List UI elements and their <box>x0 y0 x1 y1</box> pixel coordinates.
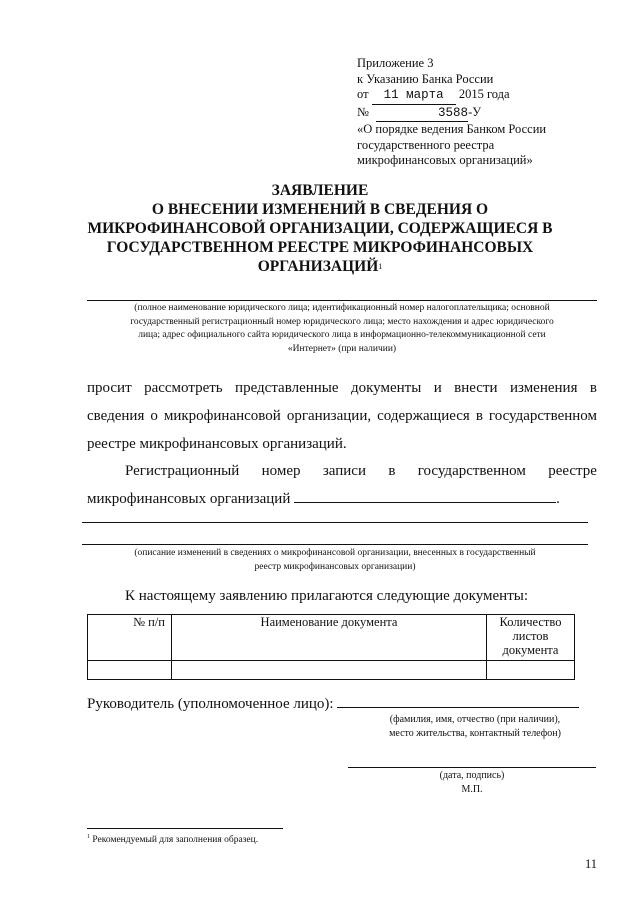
date-signature-line[interactable] <box>348 767 596 768</box>
request-line-1: просит рассмотреть представленные документы и внести изменения в <box>87 380 597 396</box>
applicant-name-line[interactable] <box>87 300 597 301</box>
date-suffix: 2015 года <box>458 87 510 101</box>
applicant-caption-4: «Интернет» (при наличии) <box>287 343 397 354</box>
header-number: № п/п <box>88 615 172 661</box>
number-suffix: -У <box>468 104 482 119</box>
seal-label: М.П. <box>461 783 483 795</box>
applicant-caption-1: (полное наименование юридического лица; идентификационный номер налогоплательщика; основной <box>134 303 550 313</box>
document-title <box>60 181 580 276</box>
head-name-field[interactable] <box>337 693 579 708</box>
date-caption: (дата, подпись) <box>439 770 505 781</box>
date-prefix: от <box>357 87 369 101</box>
registration-label: микрофинансовых организаций <box>87 491 291 507</box>
header-document-name: Наименование документа <box>172 615 487 661</box>
applicant-caption <box>87 302 597 356</box>
number-prefix: № <box>357 104 369 119</box>
signature-line <box>87 693 579 713</box>
appendix-reference <box>357 56 546 169</box>
cell-document-name[interactable] <box>172 661 487 680</box>
reg-word: Регистрационный <box>125 463 240 479</box>
footnote-separator <box>87 828 283 829</box>
date-value: 11 марта <box>372 88 456 105</box>
registration-number-field[interactable] <box>294 486 556 503</box>
title-footnote-mark: 1 <box>378 262 383 271</box>
reg-word: государственном <box>417 463 526 479</box>
reg-word: номер <box>261 463 301 479</box>
changes-line-2[interactable] <box>82 544 588 545</box>
appendix-title-1: «О порядке ведения Банком России <box>357 122 547 136</box>
documents-table <box>87 614 575 680</box>
registration-period: . <box>556 491 560 507</box>
reg-word: записи <box>322 463 366 479</box>
appendix-title-2: государственного реестра <box>357 137 495 152</box>
title-line-2: О ВНЕСЕНИИ ИЗМЕНЕНИЙ В СВЕДЕНИЯ О <box>151 201 489 218</box>
cell-page-count[interactable] <box>487 661 575 680</box>
appendix-date-line <box>357 87 546 105</box>
title-line-4: ГОСУДАРСТВЕННОМ РЕЕСТРЕ МИКРОФИНАНСОВЫХ <box>106 239 534 256</box>
title-line-5 <box>60 257 580 276</box>
request-paragraph <box>87 374 597 458</box>
table-row <box>88 661 575 680</box>
number-value: 3588 <box>376 106 468 123</box>
attachments-heading: К настоящему заявлению прилагаются следующие документы: <box>125 588 529 604</box>
registration-line-1 <box>87 457 597 485</box>
header-page-count: Количество листов документа <box>487 615 575 661</box>
appendix-number-line <box>357 105 546 123</box>
head-name-caption-2: место жительства, контактный телефон) <box>389 727 561 739</box>
table-header-row <box>88 615 575 661</box>
title-line-5-text: ОРГАНИЗАЦИЙ <box>257 258 379 275</box>
appendix-number: Приложение 3 <box>357 56 434 70</box>
date-signature-caption <box>348 769 596 796</box>
changes-caption <box>82 547 588 574</box>
footnote-text: Рекомендуемый для заполнения образец. <box>92 835 259 846</box>
head-label: Руководитель (уполномоченное лицо): <box>87 696 334 712</box>
request-line-2: сведения о микрофинансовой организации, содержащиеся в государственном <box>87 408 597 424</box>
applicant-caption-3: лица; адрес официального сайта юридического лица в информационно-телекоммуникационной сети <box>138 330 546 340</box>
title-line-1: ЗАЯВЛЕНИЕ <box>271 182 369 199</box>
request-line-3: реестре микрофинансовых организаций. <box>87 436 347 452</box>
registration-line-2 <box>87 485 597 513</box>
reg-word: реестре <box>548 463 597 479</box>
head-name-caption <box>364 713 586 740</box>
applicant-caption-2: государственный регистрационный номер юридического лица; место нахождения и адрес юридического <box>130 316 554 327</box>
footnote <box>87 834 258 845</box>
reg-word: в <box>388 463 396 479</box>
page-number: 11 <box>585 857 598 871</box>
changes-caption-1: (описание изменений в сведениях о микрофинансовой организации, внесенных в государственный <box>134 548 536 558</box>
changes-caption-2: реестр микрофинансовых организации) <box>254 561 416 572</box>
appendix-title-3: микрофинансовых организаций» <box>357 153 533 167</box>
changes-line-1[interactable] <box>82 522 588 523</box>
appendix-issuer: к Указанию Банка России <box>357 71 494 86</box>
cell-number[interactable] <box>88 661 172 680</box>
title-line-3: МИКРОФИНАНСОВОЙ ОРГАНИЗАЦИИ, СОДЕРЖАЩИЕСЯ В <box>87 220 553 237</box>
footnote-mark: 1 <box>87 834 90 840</box>
registration-paragraph <box>87 457 597 513</box>
head-name-caption-1: (фамилия, имя, отчество (при наличии), <box>389 714 561 725</box>
